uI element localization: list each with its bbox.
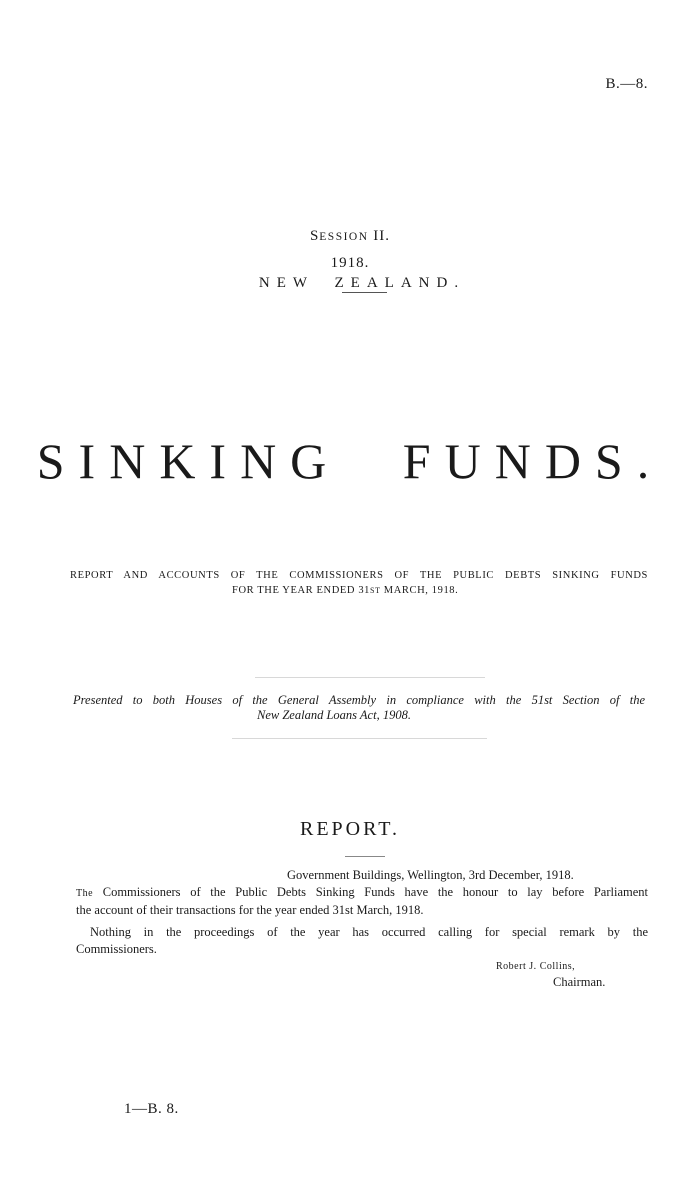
document-subtitle	[0, 568, 700, 598]
session-number: II.	[373, 228, 391, 244]
paragraph-1-lead: The	[76, 888, 94, 899]
signatory-surname: Collins,	[539, 961, 576, 972]
subtitle-line-2-end: MARCH, 1918.	[380, 585, 459, 596]
report-heading: REPORT.	[300, 818, 400, 840]
header-divider	[342, 292, 387, 293]
country-heading: NEW ZEALAND.	[258, 275, 466, 291]
divider-lower	[232, 738, 487, 739]
page-reference: B.—8.	[605, 76, 648, 92]
document-title: SINKING FUNDS.	[36, 433, 664, 489]
paragraph-1-line-1-text: Commissioners of the Public Debts Sinking Funds have the honour to lay before Parliament	[102, 885, 648, 899]
subtitle-line-2	[232, 583, 700, 598]
subtitle-line-1: REPORT AND ACCOUNTS OF THE COMMISSIONERS OF THE PUBLIC DEBTS SINKING FUNDS	[70, 570, 648, 581]
divider-upper	[255, 677, 485, 678]
report-divider	[345, 856, 385, 857]
paragraph-2-line-1: Nothing in the proceedings of the year has occurred calling for special remark by the	[90, 925, 648, 939]
signatory-title: Chairman.	[553, 975, 606, 989]
session-line	[0, 228, 700, 245]
paragraph-1-line-2: the account of their transactions for the year ended 31st March, 1918.	[76, 903, 424, 917]
subtitle-line-2-start: FOR THE YEAR ENDED 31	[232, 585, 371, 596]
report-paragraph-2	[76, 924, 648, 958]
subtitle-ordinal: ST	[370, 586, 381, 595]
presentation-line-2: New Zealand Loans Act, 1908.	[257, 708, 411, 722]
session-year: 1918.	[330, 255, 370, 271]
signatory-name	[496, 957, 575, 975]
paragraph-1-line-1	[76, 884, 648, 902]
presentation-line-1: Presented to both Houses of the General Assembly in compliance with the 51st Section of the	[73, 693, 645, 707]
paragraph-2-line-2: Commissioners.	[76, 942, 157, 956]
printer-signature: 1—B. 8.	[124, 1101, 179, 1117]
report-paragraph-1	[76, 884, 648, 919]
session-word-rest: ESSION	[319, 231, 369, 243]
session-initial: S	[309, 228, 320, 244]
report-dateline: Government Buildings, Wellington, 3rd December, 1918.	[287, 868, 574, 882]
signatory-first-name: Robert J.	[496, 961, 537, 972]
presentation-note	[0, 693, 700, 723]
